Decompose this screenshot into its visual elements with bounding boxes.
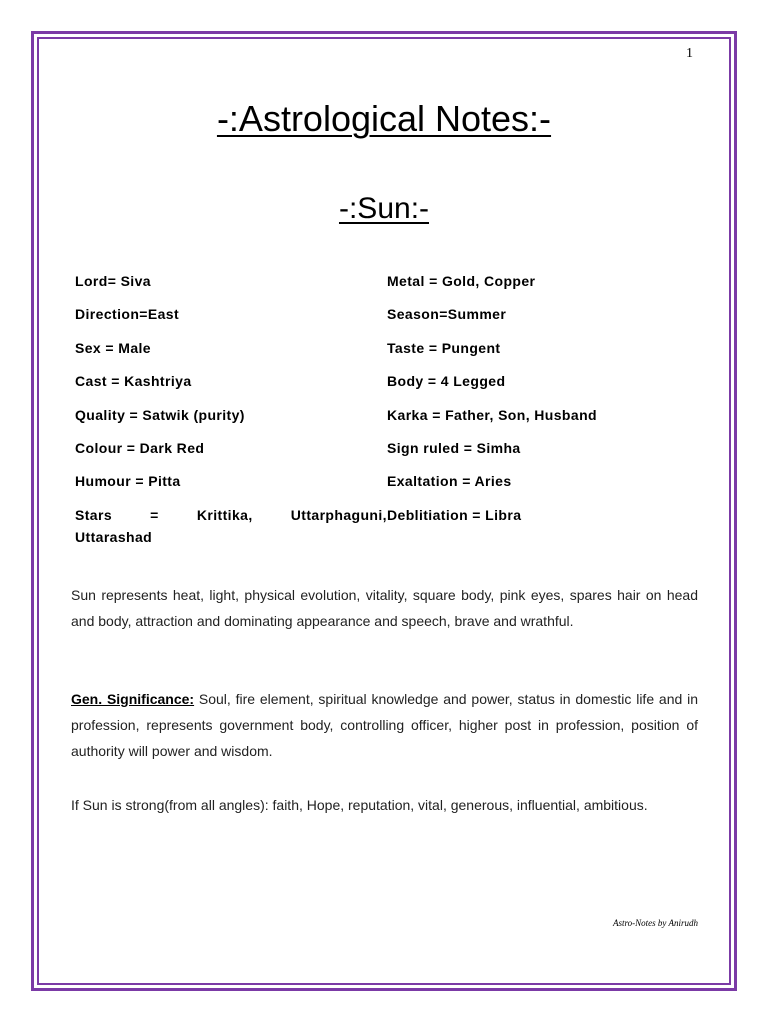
attribute-metal: Metal = Gold, Copper xyxy=(387,273,536,289)
attribute-colour: Colour = Dark Red xyxy=(75,439,205,456)
gen-significance-text: Soul, fire element, spiritual knowledge and power, status in domestic life and in profession, represents government body, controlling officer, higher post in profession, position of authority will power and wisdom. xyxy=(71,691,699,759)
attribute-taste: Taste = Pungent xyxy=(387,339,501,356)
attribute-cast: Cast = Kashtriya xyxy=(75,373,192,390)
attribute-season: Season=Summer xyxy=(387,306,507,323)
attribute-humour: Humour = Pitta xyxy=(75,473,181,490)
page-number: 1 xyxy=(686,46,693,61)
attribute-stars xyxy=(75,504,387,526)
attribute-sex: Sex = Male xyxy=(75,339,151,356)
paragraph-sun-represents: Sun represents heat, light, physical evolution, vitality, square body, pink eyes, spares hair on head and body, attraction and dominating appearance and speech, brave and wrathful. xyxy=(71,587,698,629)
attribute-deblitiation: Deblitiation = Libra xyxy=(387,506,522,523)
attributes-left-column xyxy=(75,270,387,548)
attribute-direction: Direction=East xyxy=(75,306,180,323)
stars-label: Stars xyxy=(75,506,113,523)
attribute-sign-ruled: Sign ruled = Simha xyxy=(387,439,521,456)
footer-credit: Astro-Notes by Anirudh xyxy=(613,918,698,928)
page-title: -:Astrological Notes:- xyxy=(216,98,552,139)
attributes-right-column xyxy=(387,270,707,537)
paragraph-sun-strong: If Sun is strong(from all angles): faith, Hope, reputation, vital, generous, influential, ambitious. xyxy=(71,797,648,813)
attribute-body: Body = 4 Legged xyxy=(387,373,506,390)
attribute-exaltation: Exaltation = Aries xyxy=(387,473,512,490)
section-title: -:Sun:- xyxy=(338,192,430,225)
stars-equals: = xyxy=(150,506,159,523)
stars-third: Uttarashad xyxy=(75,528,153,545)
paragraph-gen-significance xyxy=(71,686,698,764)
attribute-quality: Quality = Satwik (purity) xyxy=(75,406,245,423)
stars-first: Krittika, xyxy=(196,506,253,523)
stars-second: Uttarphaguni, xyxy=(290,506,387,523)
gen-significance-label: Gen. Significance: xyxy=(71,691,195,707)
attribute-lord: Lord= Siva xyxy=(75,273,151,289)
attribute-karka: Karka = Father, Son, Husband xyxy=(387,406,597,423)
